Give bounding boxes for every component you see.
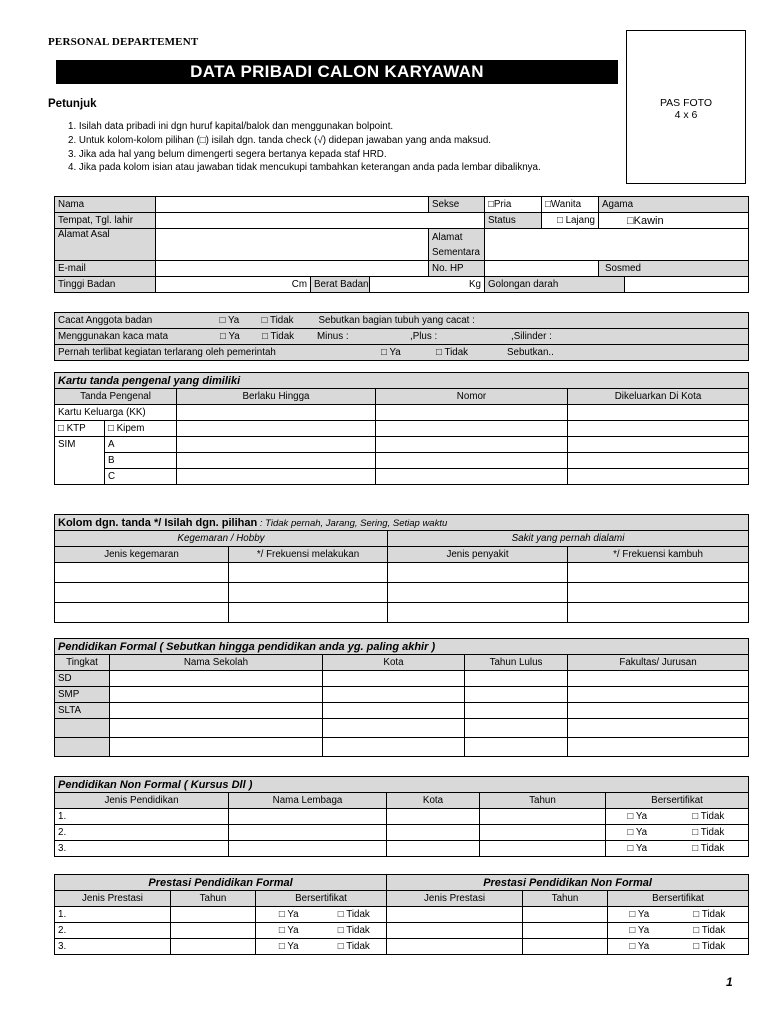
- ktp-nomor[interactable]: [376, 421, 568, 437]
- prestasi-cell[interactable]: [171, 923, 256, 939]
- prestasi-cell[interactable]: [387, 923, 523, 939]
- sim-c: C: [105, 469, 177, 485]
- prestasi-tidak[interactable]: □ Tidak: [322, 923, 387, 939]
- nonformal-cell[interactable]: [387, 841, 480, 857]
- col-fakultas: Fakultas/ Jurusan: [568, 655, 749, 671]
- col-bersertifikat: Bersertifikat: [606, 793, 749, 809]
- sakit-heading: Sakit yang pernah dialami: [388, 531, 749, 547]
- nonformal-ya[interactable]: □ Ya: [606, 809, 669, 825]
- kipem-checkbox[interactable]: □ Kipem: [105, 421, 177, 437]
- cacat-row: [55, 313, 749, 329]
- kacamata-tidak[interactable]: □ Tidak: [262, 331, 295, 342]
- nonformal-tidak[interactable]: □ Tidak: [669, 809, 749, 825]
- terlarang-tidak[interactable]: □ Tidak: [436, 347, 469, 358]
- nonformal-cell[interactable]: [387, 809, 480, 825]
- cacat-tidak[interactable]: □ Tidak: [261, 315, 294, 326]
- prestasi-tidak[interactable]: □ Tidak: [322, 907, 387, 923]
- prestasi-ya[interactable]: □ Ya: [256, 907, 322, 923]
- kk-kota[interactable]: [568, 405, 749, 421]
- terlarang-ya[interactable]: □ Ya: [381, 347, 401, 358]
- prestasi-num: 1.: [55, 907, 171, 923]
- col-tahun: Tahun: [480, 793, 606, 809]
- prestasi-cell[interactable]: [387, 907, 523, 923]
- level-blank: [55, 719, 110, 738]
- sosmed-label: [599, 261, 749, 277]
- prestasi-cell[interactable]: [387, 939, 523, 955]
- tinggi-field[interactable]: [156, 277, 311, 293]
- col-tahun-lulus: Tahun Lulus: [465, 655, 568, 671]
- hobby-cell[interactable]: [229, 563, 388, 583]
- nonformal-cell[interactable]: [229, 825, 387, 841]
- kg-unit: Kg: [469, 279, 481, 290]
- prestasi-ya[interactable]: □ Ya: [608, 939, 671, 955]
- lajang-checkbox[interactable]: □ Lajang: [542, 213, 599, 229]
- sim-a: A: [105, 437, 177, 453]
- hobby-illness-table: [54, 514, 749, 623]
- nonformal-cell[interactable]: [480, 841, 606, 857]
- formal-cell[interactable]: [323, 719, 465, 738]
- instruction-item: 2. Untuk kolom-kolom pilihan (□) isilah dgn. tanda check (√) didepan jawaban yang anda maksud.: [68, 134, 491, 146]
- sim-b: B: [105, 453, 177, 469]
- email-field[interactable]: [156, 261, 429, 277]
- prestasi-num: 2.: [55, 923, 171, 939]
- nonformal-tidak[interactable]: □ Tidak: [669, 825, 749, 841]
- prestasi-nonformal-title: Prestasi Pendidikan Non Formal: [387, 875, 749, 891]
- kacamata-ya[interactable]: □ Ya: [220, 331, 240, 342]
- kacamata-row: [55, 329, 749, 345]
- plus-label: ,Plus :: [410, 331, 438, 342]
- formal-cell[interactable]: [323, 671, 465, 687]
- kolom-section-title: [55, 515, 749, 531]
- form-title: DATA PRIBADI CALON KARYAWAN: [56, 60, 618, 84]
- berat-field[interactable]: [370, 277, 485, 293]
- hobby-cell[interactable]: [55, 583, 229, 603]
- nonformal-section-title: Pendidikan Non Formal ( Kursus Dll ): [55, 777, 749, 793]
- prestasi-tidak[interactable]: □ Tidak: [671, 939, 749, 955]
- photo-label: PAS FOTO: [659, 97, 713, 109]
- prestasi-cell[interactable]: [523, 907, 608, 923]
- kacamata-label: Menggunakan kaca mata: [58, 331, 169, 342]
- sakit-cell[interactable]: [568, 603, 749, 623]
- sim-label: SIM: [55, 437, 105, 485]
- berat-label: Berat Badan: [311, 277, 370, 293]
- id-card-table: [54, 372, 749, 485]
- ktp-berlaku[interactable]: [177, 421, 376, 437]
- formal-cell[interactable]: [465, 738, 568, 757]
- formal-cell[interactable]: [568, 687, 749, 703]
- kk-label: Kartu Keluarga (KK): [55, 405, 177, 421]
- sekse-label: Sekse: [429, 197, 485, 213]
- goldar-field[interactable]: [625, 277, 749, 293]
- health-table: [54, 312, 749, 361]
- ktp-kota[interactable]: [568, 421, 749, 437]
- formal-cell[interactable]: [110, 687, 323, 703]
- sim-b-nomor[interactable]: [376, 453, 568, 469]
- prestasi-cell[interactable]: [171, 939, 256, 955]
- nonformal-num: 2.: [55, 825, 229, 841]
- level-blank: [55, 738, 110, 757]
- cm-unit: Cm: [291, 279, 307, 290]
- pria-checkbox[interactable]: □Pria: [485, 197, 542, 213]
- nonformal-cell[interactable]: [387, 825, 480, 841]
- terlarang-label: Pernah terlibat kegiatan terlarang oleh pemerintah: [58, 347, 276, 358]
- nonformal-cell[interactable]: [229, 841, 387, 857]
- hobby-cell[interactable]: [55, 563, 229, 583]
- col-kota: Kota: [323, 655, 465, 671]
- personal-data-table: [54, 196, 749, 293]
- tempat-label: Tempat, Tgl. lahir: [55, 213, 156, 229]
- hobby-heading: Kegemaran / Hobby: [55, 531, 388, 547]
- department-label: PERSONAL DEPARTEMENT: [48, 36, 199, 48]
- hobby-cell[interactable]: [229, 603, 388, 623]
- level-slta: SLTA: [55, 703, 110, 719]
- formal-cell[interactable]: [323, 703, 465, 719]
- hp-field[interactable]: [485, 261, 599, 277]
- cacat-label: Cacat Anggota badan: [58, 315, 153, 326]
- instruction-item: 1. Isilah data pribadi ini dgn huruf kapital/balok dan menggunakan bolpoint.: [68, 121, 394, 132]
- sakit-cell[interactable]: [388, 583, 568, 603]
- col-kota: Kota: [387, 793, 480, 809]
- col-jenis-kegemaran: Jenis kegemaran: [55, 547, 229, 563]
- nonformal-cell[interactable]: [480, 825, 606, 841]
- alamat-asal-label: Alamat Asal: [55, 229, 156, 261]
- prestasi-tidak[interactable]: □ Tidak: [671, 907, 749, 923]
- nama-field[interactable]: [156, 197, 429, 213]
- prestasi-tidak[interactable]: □ Tidak: [322, 939, 387, 955]
- tempat-field[interactable]: [156, 213, 485, 229]
- nama-label: Nama: [55, 197, 156, 213]
- formal-cell[interactable]: [568, 738, 749, 757]
- prestasi-table: [54, 874, 749, 955]
- col-dikeluarkan: Dikeluarkan Di Kota: [568, 389, 749, 405]
- formal-cell[interactable]: [465, 671, 568, 687]
- sakit-cell[interactable]: [568, 583, 749, 603]
- sim-c-kota[interactable]: [568, 469, 749, 485]
- ktp-checkbox[interactable]: □ KTP: [55, 421, 105, 437]
- photo-box[interactable]: [626, 30, 746, 184]
- prestasi-ya[interactable]: □ Ya: [256, 923, 322, 939]
- sosmed-text: Sosmed: [605, 263, 641, 274]
- alamat-sementara-label: Alamat Sementara: [429, 229, 485, 261]
- hobby-cell[interactable]: [229, 583, 388, 603]
- kk-nomor[interactable]: [376, 405, 568, 421]
- nonformal-education-table: [54, 776, 749, 857]
- prestasi-num: 3.: [55, 939, 171, 955]
- petunjuk-heading: Petunjuk: [48, 98, 97, 110]
- col-berlaku: Berlaku Hingga: [177, 389, 376, 405]
- prestasi-ya[interactable]: □ Ya: [256, 939, 322, 955]
- email-label: E-mail: [55, 261, 156, 277]
- nonformal-num: 3.: [55, 841, 229, 857]
- cacat-sebutkan: Sebutkan bagian tubuh yang cacat :: [318, 315, 475, 326]
- level-sd: SD: [55, 671, 110, 687]
- nonformal-ya[interactable]: □ Ya: [606, 841, 669, 857]
- terlarang-sebutkan: Sebutkan..: [507, 347, 554, 358]
- formal-cell[interactable]: [110, 671, 323, 687]
- hobby-cell[interactable]: [55, 603, 229, 623]
- col-jenis-prestasi: Jenis Prestasi: [387, 891, 523, 907]
- page-number: 1: [726, 975, 733, 989]
- col-frek-melakukan: */ Frekuensi melakukan: [229, 547, 388, 563]
- col-bersertifikat: Bersertifikat: [608, 891, 749, 907]
- col-tahun: Tahun: [171, 891, 256, 907]
- kolom-title-bold: Kolom dgn. tanda */ Isilah dgn. pilihan: [58, 516, 258, 529]
- nonformal-ya[interactable]: □ Ya: [606, 825, 669, 841]
- formal-section-title: Pendidikan Formal ( Sebutkan hingga pendidikan anda yg. paling akhir ): [55, 639, 749, 655]
- formal-cell[interactable]: [465, 687, 568, 703]
- instruction-item: 4. Jika pada kolom isian atau jawaban tidak mencukupi tambahkan keterangan anda pada lembar dibaliknya.: [68, 162, 541, 174]
- formal-cell[interactable]: [323, 687, 465, 703]
- col-jenis-penyakit: Jenis penyakit: [388, 547, 568, 563]
- sakit-cell[interactable]: [388, 563, 568, 583]
- instructions-list: [68, 120, 541, 175]
- agama-label: [599, 197, 749, 213]
- prestasi-formal-title: Prestasi Pendidikan Formal: [55, 875, 387, 891]
- sakit-cell[interactable]: [568, 563, 749, 583]
- nonformal-tidak[interactable]: □ Tidak: [669, 841, 749, 857]
- formal-cell[interactable]: [568, 703, 749, 719]
- photo-size: 4 x 6: [674, 109, 698, 121]
- terlarang-row: [55, 345, 749, 361]
- status-label: Status: [485, 213, 542, 229]
- alamat-asal-field[interactable]: [156, 229, 429, 261]
- minus-label: Minus :: [317, 331, 349, 342]
- col-jenis-prestasi: Jenis Prestasi: [55, 891, 171, 907]
- formal-cell[interactable]: [110, 703, 323, 719]
- col-tanda-pengenal: Tanda Pengenal: [55, 389, 177, 405]
- prestasi-ya[interactable]: □ Ya: [608, 923, 671, 939]
- col-nama-sekolah: Nama Sekolah: [110, 655, 323, 671]
- wanita-checkbox[interactable]: □Wanita: [542, 197, 599, 213]
- col-tingkat: Tingkat: [55, 655, 110, 671]
- formal-education-table: [54, 638, 749, 757]
- formal-cell[interactable]: [110, 719, 323, 738]
- level-smp: SMP: [55, 687, 110, 703]
- goldar-label: Golongan darah: [485, 277, 625, 293]
- nonformal-cell[interactable]: [229, 809, 387, 825]
- sim-a-berlaku[interactable]: [177, 437, 376, 453]
- alamat-sementara-field[interactable]: [485, 229, 749, 261]
- instruction-item: 3. Jika ada hal yang belum dimengerti segera bertanya kepada staf HRD.: [68, 148, 387, 160]
- sim-b-berlaku[interactable]: [177, 453, 376, 469]
- tinggi-label: Tinggi Badan: [55, 277, 156, 293]
- sim-c-berlaku[interactable]: [177, 469, 376, 485]
- sim-a-kota[interactable]: [568, 437, 749, 453]
- sim-c-nomor[interactable]: [376, 469, 568, 485]
- nonformal-num: 1.: [55, 809, 229, 825]
- col-frek-kambuh: */ Frekuensi kambuh: [568, 547, 749, 563]
- formal-cell[interactable]: [465, 719, 568, 738]
- formal-cell[interactable]: [568, 719, 749, 738]
- formal-cell[interactable]: [323, 738, 465, 757]
- col-bersertifikat: Bersertifikat: [256, 891, 387, 907]
- formal-cell[interactable]: [465, 703, 568, 719]
- col-jenis-pendidikan: Jenis Pendidikan: [55, 793, 229, 809]
- hp-label: No. HP: [429, 261, 485, 277]
- kartu-section-title: Kartu tanda pengenal yang dimiliki: [55, 373, 749, 389]
- prestasi-cell[interactable]: [171, 907, 256, 923]
- col-nomor: Nomor: [376, 389, 568, 405]
- sakit-cell[interactable]: [388, 603, 568, 623]
- prestasi-ya[interactable]: □ Ya: [608, 907, 671, 923]
- col-tahun: Tahun: [523, 891, 608, 907]
- prestasi-tidak[interactable]: □ Tidak: [671, 923, 749, 939]
- nonformal-cell[interactable]: [480, 809, 606, 825]
- prestasi-cell[interactable]: [523, 939, 608, 955]
- sim-b-kota[interactable]: [568, 453, 749, 469]
- prestasi-cell[interactable]: [523, 923, 608, 939]
- kawin-checkbox[interactable]: □Kawin: [599, 213, 749, 229]
- formal-cell[interactable]: [568, 671, 749, 687]
- sim-a-nomor[interactable]: [376, 437, 568, 453]
- agama-label-text: Agama: [602, 199, 634, 210]
- silinder-label: ,Silinder :: [511, 331, 552, 342]
- formal-cell[interactable]: [110, 738, 323, 757]
- cacat-ya[interactable]: □ Ya: [219, 315, 240, 326]
- kk-berlaku[interactable]: [177, 405, 376, 421]
- col-nama-lembaga: Nama Lembaga: [229, 793, 387, 809]
- kolom-title-rest: : Tidak pernah, Jarang, Sering, Setiap waktu: [257, 517, 448, 529]
